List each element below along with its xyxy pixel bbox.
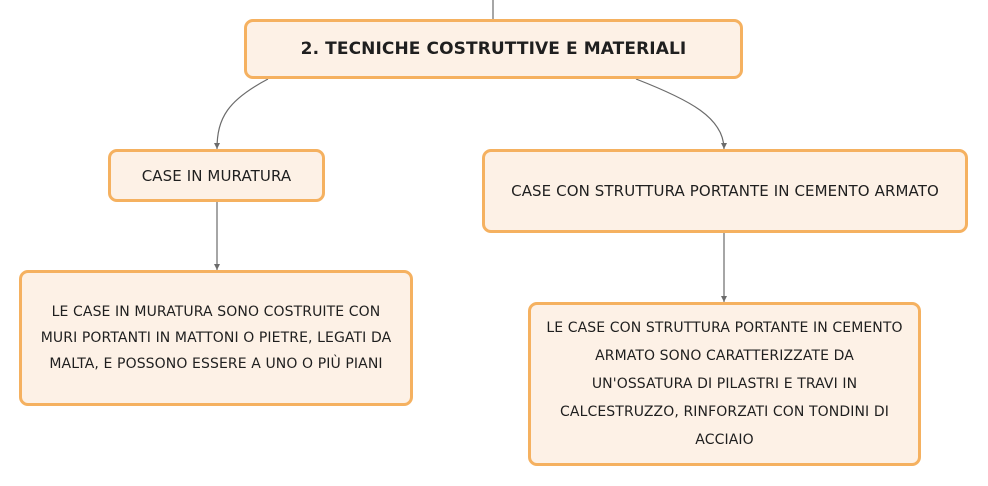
topic-label-case-cemento-armato: CASE CON STRUTTURA PORTANTE IN CEMENTO ARMATO [511, 182, 939, 200]
topic-node-case-cemento-armato[interactable] [482, 149, 968, 233]
description-node-case-in-muratura[interactable] [19, 270, 413, 406]
connector-root-to-cemento [636, 79, 724, 149]
description-node-case-cemento-armato[interactable] [528, 302, 921, 466]
topic-node-case-in-muratura[interactable] [108, 149, 325, 202]
root-topic-node[interactable] [244, 19, 743, 79]
description-text-case-in-muratura: LE CASE IN MURATURA SONO COSTRUITE CON MURI PORTANTI IN MATTONI O PIETRE, LEGATI DA MALTA, E POSSONO ESSERE A UNO O PIÙ PIANI [40, 304, 392, 372]
root-topic-label: 2. TECNICHE COSTRUTTIVE E MATERIALI [300, 39, 687, 59]
description-text-case-cemento-armato: LE CASE CON STRUTTURA PORTANTE IN CEMENTO ARMATO SONO CARATTERIZZATE DA UN'OSSATURA DI PILASTRI E TRAVI IN CALCESTRUZZO, RINFORZATI CON TONDINI DI ACCIAIO [546, 320, 903, 448]
connector-root-to-muratura [217, 79, 268, 149]
topic-label-case-in-muratura: CASE IN MURATURA [141, 166, 292, 185]
